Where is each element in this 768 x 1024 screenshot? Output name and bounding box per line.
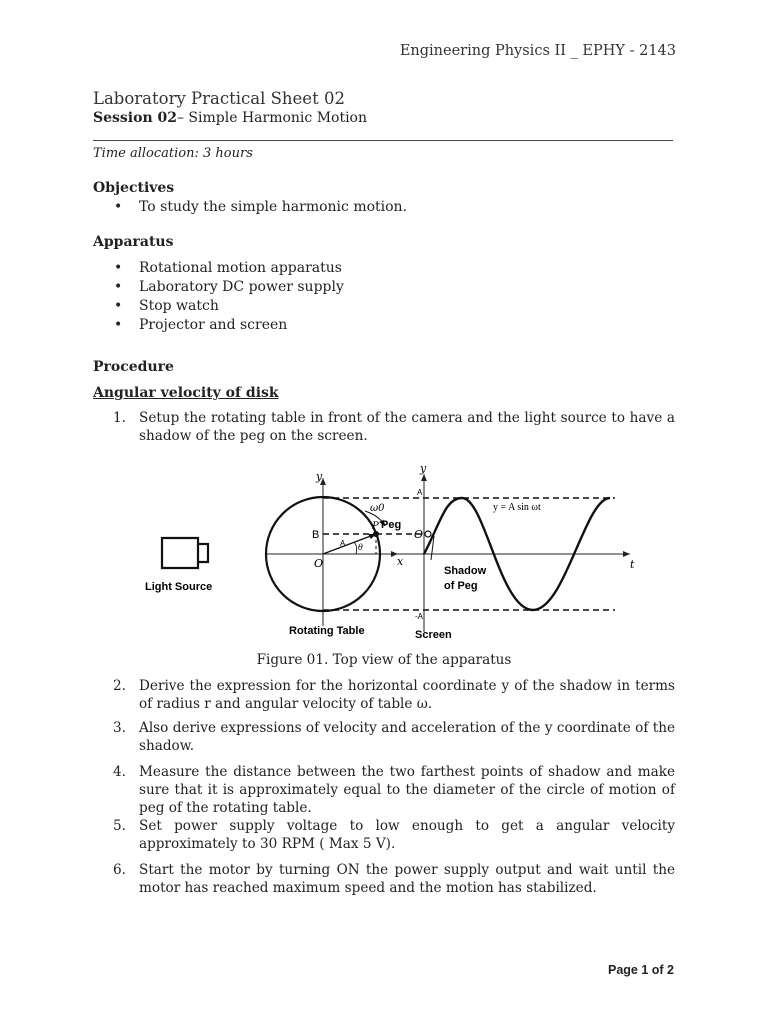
procedure-heading: Procedure [93, 359, 174, 375]
amplitude-label: A [340, 539, 346, 548]
objectives-heading: Objectives [93, 180, 175, 196]
theta-label: θ [358, 543, 363, 552]
step-line: shadow. [139, 738, 195, 754]
origin-label: O [414, 528, 424, 541]
page-number: Page 1 of 2 [608, 963, 674, 977]
step-line: shadow of the peg on the screen. [139, 428, 368, 444]
minus-amplitude-label: -A [415, 612, 423, 621]
step-line: Measure the distance between the two farthest points of shadow and make [139, 764, 675, 780]
step-line: Set power supply voltage to low enough to get a angular velocity [139, 818, 675, 834]
step-line: Setup the rotating table in front of the camera and the light source to have a [139, 410, 675, 426]
session-line [93, 110, 367, 126]
procedure-step [113, 677, 675, 713]
light-source-icon [162, 538, 198, 568]
t-axis-label: t [630, 558, 635, 571]
figure-caption: Figure 01. Top view of the apparatus [256, 652, 512, 668]
course-header: Engineering Physics II _ EPHY - 2143 [399, 43, 676, 59]
procedure-step [113, 409, 675, 445]
session-topic: – Simple Harmonic Motion [176, 110, 368, 126]
light-source-lens [198, 544, 208, 562]
time-allocation: Time allocation: 3 hours [93, 146, 253, 161]
procedure-subheading: Angular velocity of disk [93, 385, 279, 401]
objectives-list [114, 198, 407, 217]
step-line: approximately to 30 RPM ( Max 5 V). [139, 836, 396, 852]
step-number: 6. [113, 862, 126, 878]
apparatus-figure [140, 464, 640, 644]
shadow-label: Shadow [444, 565, 487, 577]
step-line: of radius r and angular velocity of table ω. [139, 696, 433, 712]
session-label: Session 02 [93, 110, 177, 126]
equation-label: y = A sin ωt [493, 502, 541, 513]
step-number: 1. [113, 410, 126, 426]
shadow-label: of Peg [444, 580, 478, 592]
apparatus-heading: Apparatus [93, 234, 174, 250]
apparatus-diagram [140, 464, 640, 644]
apparatus-item: • Laboratory DC power supply [114, 278, 344, 297]
apparatus-item: • Rotational motion apparatus [114, 259, 344, 278]
step-line: motor has reached maximum speed and the motion has stabilized. [139, 880, 597, 896]
step-number: 4. [113, 764, 126, 780]
peg-point-label: P [372, 521, 379, 532]
y-axis-label: y [316, 470, 323, 483]
step-line: peg of the rotating table. [139, 800, 312, 816]
omega0-label: ω0 [370, 503, 385, 514]
procedure-step [113, 719, 675, 755]
step-line: Derive the expression for the horizontal coordinate y of the shadow in terms [139, 678, 675, 694]
apparatus-item: • Projector and screen [114, 316, 344, 335]
y-axis-label: y [420, 464, 427, 475]
apparatus-item: • Stop watch [114, 297, 344, 316]
procedure-step [113, 861, 675, 897]
step-number: 3. [113, 720, 126, 736]
shadow-of-peg [425, 531, 431, 537]
light-source-label: Light Source [145, 581, 213, 593]
step-number: 5. [113, 818, 126, 834]
procedure-step [113, 763, 675, 817]
objective-item: • To study the simple harmonic motion. [114, 198, 407, 217]
step-line: sure that it is approximately equal to the diameter of the circle of motion of [139, 782, 675, 798]
origin-label: O [314, 557, 324, 570]
x-axis-label: x [397, 555, 404, 568]
sheet-title: Laboratory Practical Sheet 02 [93, 89, 345, 108]
rotating-table-label: Rotating Table [289, 625, 365, 637]
apparatus-list [114, 259, 344, 335]
screen-label: Screen [415, 629, 452, 641]
plus-amplitude-label: A [417, 488, 423, 497]
step-line: Start the motor by turning ON the power supply output and wait until the [139, 862, 675, 878]
point-b-label: B [312, 529, 320, 541]
header-divider [93, 140, 673, 141]
peg-label: Peg [381, 519, 402, 531]
procedure-step [113, 817, 675, 853]
step-number: 2. [113, 678, 126, 694]
step-line: Also derive expressions of velocity and acceleration of the y coordinate of the [139, 720, 675, 736]
